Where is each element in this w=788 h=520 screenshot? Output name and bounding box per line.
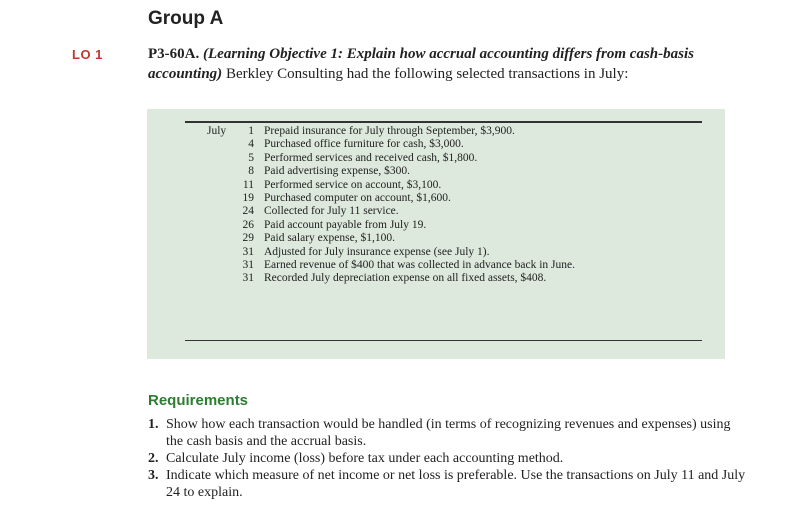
table-row (207, 219, 677, 232)
table-row (207, 205, 677, 218)
table-row (207, 272, 677, 285)
transaction-month (207, 232, 234, 245)
requirement-number: 2. (148, 451, 159, 466)
requirement-number: 3. (148, 468, 159, 483)
transactions-box (147, 109, 725, 359)
problem-number: P3-60A. (148, 46, 200, 62)
transaction-description: Collected for July 11 service. (264, 205, 399, 218)
transaction-month: July (207, 125, 227, 137)
transaction-description: Paid advertising expense, $300. (264, 165, 410, 178)
transaction-month (207, 138, 234, 151)
list-item (148, 450, 748, 467)
transaction-description: Earned revenue of $400 that was collected in advance back in June. (264, 259, 576, 272)
transaction-day: 31 (242, 272, 254, 285)
transaction-description: Paid salary expense, $1,100. (264, 232, 395, 245)
transaction-description: Purchased computer on account, $1,600. (264, 192, 451, 205)
table-row (207, 165, 677, 178)
transaction-day: 31 (242, 259, 254, 272)
transaction-month (207, 165, 234, 178)
requirements-list (148, 416, 748, 501)
problem-intro: Berkley Consulting had the following selected transactions in July: (225, 66, 629, 82)
transaction-month (207, 152, 234, 165)
transaction-month (207, 205, 234, 218)
list-item (148, 467, 748, 501)
transaction-month (207, 219, 234, 232)
transaction-description: Performed service on account, $3,100. (264, 178, 442, 191)
list-item (148, 416, 748, 450)
transaction-description: Recorded July depreciation expense on all fixed assets, $408. (264, 272, 547, 285)
requirement-text: Calculate July income (loss) before tax under each accounting method. (166, 451, 564, 466)
transaction-month (207, 246, 234, 259)
requirements-heading: Requirements (148, 392, 249, 409)
requirement-text: Indicate which measure of net income or net loss is preferable. Use the transactions on July 11 and July 24 to explain. (166, 468, 746, 500)
table-top-rule (185, 121, 702, 123)
problem-statement (148, 44, 758, 84)
transaction-day: 19 (242, 192, 254, 205)
transaction-day: 11 (242, 178, 254, 191)
transaction-description: Prepaid insurance for July through September, $3,900. (264, 125, 515, 137)
table-row (207, 232, 677, 245)
transactions-table (207, 125, 677, 286)
transaction-day: 24 (242, 205, 254, 218)
table-row (207, 259, 677, 272)
transaction-description: Adjusted for July insurance expense (see July 1). (264, 245, 490, 258)
transaction-day: 5 (248, 151, 254, 164)
table-bottom-rule (185, 340, 702, 341)
problem-objective: (Learning Objective 1: Explain how accrual accounting differs from cash-basis accounting) (148, 46, 694, 82)
table-row (207, 192, 677, 205)
transaction-day: 8 (248, 165, 254, 178)
transaction-day: 26 (242, 218, 254, 231)
table-row (207, 125, 677, 138)
table-row (207, 246, 677, 259)
transaction-month (207, 259, 234, 272)
requirement-number: 1. (148, 417, 159, 432)
requirement-text: Show how each transaction would be handled (in terms of recognizing revenues and expenses) using the cash basis and the accrual basis. (166, 417, 731, 449)
transaction-month (207, 179, 234, 192)
transaction-day: 29 (242, 232, 254, 245)
table-row (207, 138, 677, 151)
table-row (207, 179, 677, 192)
learning-objective-label: LO 1 (72, 47, 103, 62)
transaction-day: 31 (242, 245, 254, 258)
transaction-description: Paid account payable from July 19. (264, 218, 427, 231)
transaction-description: Performed services and received cash, $1,800. (264, 151, 478, 164)
transaction-month (207, 192, 234, 205)
transaction-description: Purchased office furniture for cash, $3,000. (264, 138, 464, 151)
group-heading: Group A (148, 8, 224, 29)
transaction-month (207, 272, 234, 285)
table-row (207, 152, 677, 165)
transaction-day: 1 (248, 125, 254, 137)
transaction-day: 4 (248, 138, 254, 151)
